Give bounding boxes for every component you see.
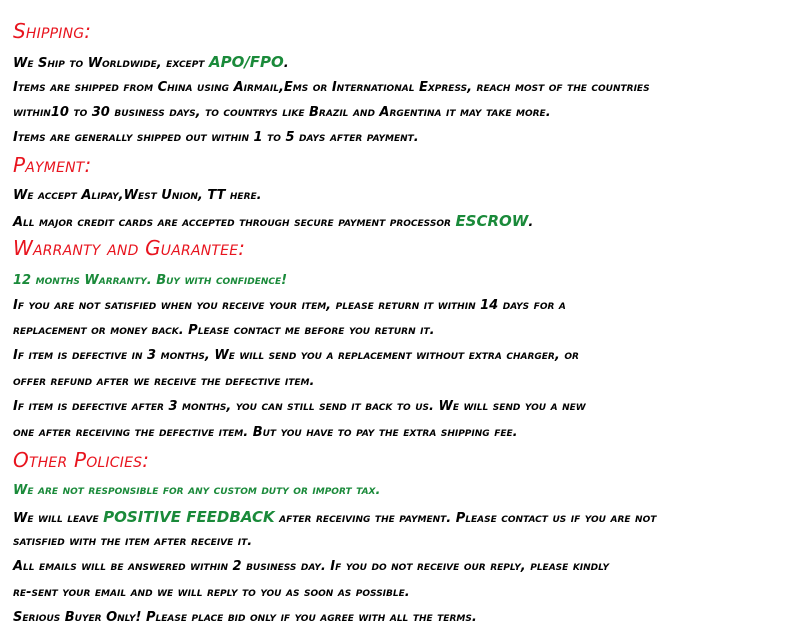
shipping-line-4: Items are generally shipped out within 1 to 5 days after payment. [13, 130, 419, 145]
highlight-apo-fpo: APO/FPO [208, 53, 284, 71]
policies-line-3: satisfied with the item after receive it. [13, 534, 253, 549]
payment-line-1: We accept Alipay,West Union, TT here. [13, 188, 262, 203]
policies-line-4: All emails will be answered within 2 business day. If you do not receive our reply, please kindly [13, 559, 609, 574]
section-heading-other-policies: Other Policies: [13, 448, 150, 472]
warranty-line-5: offer refund after we receive the defective item. [13, 374, 315, 389]
shipping-line-3: within10 to 30 business days, to countrys like Brazil and Argentina it may take more. [13, 105, 551, 120]
warranty-line-6: If item is defective after 3 months, you can still send it back to us. We will send you a new [13, 399, 586, 414]
highlight-escrow: ESCROW [455, 212, 529, 230]
warranty-line-1: 12 months Warranty. Buy with confidence! [13, 273, 288, 288]
policies-line-5: re-sent your email and we will reply to you as soon as possible. [13, 585, 410, 600]
policies-line-6: Serious Buyer Only! Please place bid only if you agree with all the terms. [13, 610, 477, 625]
policies-line-2: We will leave POSITIVE FEEDBACK after receiving the payment. Please contact us if you are not [13, 508, 657, 526]
warranty-line-2: If you are not satisfied when you receive your item, please return it within 14 days for a [13, 298, 566, 313]
warranty-line-4: If item is defective in 3 months, We will send you a replacement without extra charger, or [13, 348, 579, 363]
warranty-line-3: replacement or money back. Please contact me before you return it. [13, 323, 435, 338]
highlight-positive-feedback: POSITIVE FEEDBACK [103, 508, 275, 526]
warranty-line-7: one after receiving the defective item. But you have to pay the extra shipping fee. [13, 425, 518, 440]
shipping-line-2: Items are shipped from China using Airmail,Ems or International Express, reach most of the countries [13, 80, 650, 95]
shipping-line-1: We Ship to Worldwide, except APO/FPO. [13, 53, 289, 71]
section-heading-payment: Payment: [13, 153, 92, 177]
section-heading-warranty: Warranty and Guarantee: [13, 236, 246, 260]
payment-line-2: All major credit cards are accepted through secure payment processor ESCROW. [13, 212, 534, 230]
policies-line-1: We are not responsible for any custom duty or import tax. [13, 483, 381, 498]
section-heading-shipping: Shipping: [13, 19, 92, 43]
